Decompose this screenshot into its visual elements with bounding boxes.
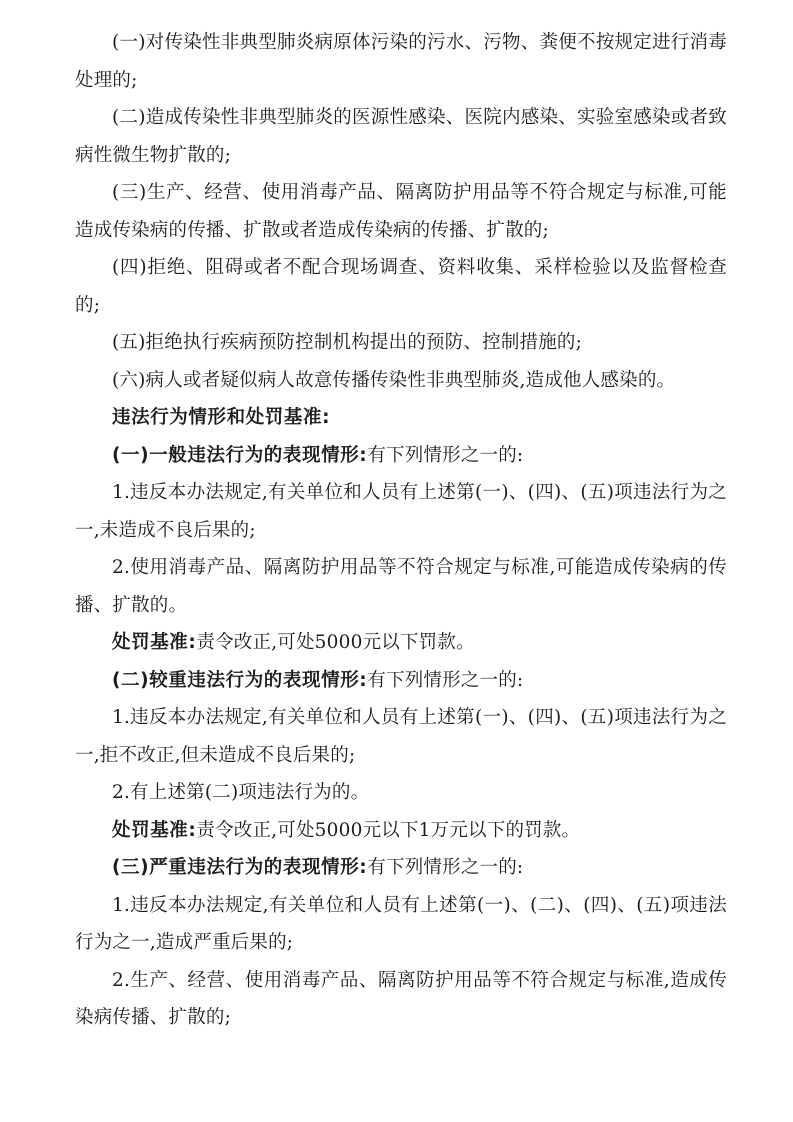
paragraph-text: 1.违反本办法规定,有关单位和人员有上述第(一)、(四)、(五)项违法行为之一,拒不改正,但未造成不良后果的; — [75, 707, 727, 766]
paragraph-text: (四)拒绝、阻碍或者不配合现场调查、资料收集、采样检验以及监督检查的; — [75, 257, 727, 316]
paragraph-text: (三)生产、经营、使用消毒产品、隔离防护用品等不符合规定与标准,可能造成传染病的传播、扩散或者造成传染病的传播、扩散的; — [75, 182, 727, 241]
paragraph-item-4 — [75, 249, 727, 324]
subheading-text: 有下列情形之一的: — [367, 444, 524, 466]
serious-penalty — [75, 812, 727, 850]
severe-item-1 — [75, 887, 727, 962]
penalty-label: 处罚基准: — [112, 632, 197, 653]
serious-item-2 — [75, 774, 727, 812]
paragraph-item-6 — [75, 362, 727, 400]
paragraph-item-5 — [75, 324, 727, 362]
subheading-bold: (三)严重违法行为的表现情形: — [112, 857, 368, 878]
subheading-bold: (二)较重违法行为的表现情形: — [112, 669, 368, 691]
general-penalty — [75, 624, 727, 662]
severe-item-2 — [75, 962, 727, 1037]
paragraph-text: (二)造成传染性非典型肺炎的医源性感染、医院内感染、实验室感染或者致病性微生物扩散的; — [75, 107, 727, 166]
paragraph-item-1 — [75, 24, 727, 99]
penalty-label: 处罚基准: — [112, 819, 197, 841]
paragraph-item-2 — [75, 99, 727, 174]
heading-text: 违法行为情形和处罚基准: — [112, 407, 331, 428]
paragraph-text: 2.有上述第(二)项违法行为的。 — [112, 782, 370, 803]
general-item-1 — [75, 474, 727, 549]
subheading-text: 有下列情形之一的: — [367, 857, 524, 878]
penalty-text: 责令改正,可处5000元以下1万元以下的罚款。 — [196, 819, 581, 841]
general-item-2 — [75, 549, 727, 624]
subheading-bold: (一)一般违法行为的表现情形: — [112, 444, 368, 466]
serious-item-1 — [75, 699, 727, 774]
paragraph-text: (六)病人或者疑似病人故意传播传染性非典型肺炎,造成他人感染的。 — [112, 369, 676, 391]
subheading-text: 有下列情形之一的: — [367, 669, 524, 691]
general-violation-heading — [75, 437, 727, 475]
severe-violation-heading — [75, 849, 727, 887]
paragraph-text: 1.违反本办法规定,有关单位和人员有上述第(一)、(二)、(四)、(五)项违法行为之一,造成严重后果的; — [75, 894, 727, 953]
paragraph-text: (一)对传染性非典型肺炎病原体污染的污水、污物、粪便不按规定进行消毒处理的; — [75, 32, 727, 91]
paragraph-text: 2.使用消毒产品、隔离防护用品等不符合规定与标准,可能造成传染病的传播、扩散的。 — [75, 557, 727, 616]
paragraph-text: 2.生产、经营、使用消毒产品、隔离防护用品等不符合规定与标准,造成传染病传播、扩散的; — [75, 969, 727, 1028]
paragraph-text: 1.违反本办法规定,有关单位和人员有上述第(一)、(四)、(五)项违法行为之一,未造成不良后果的; — [75, 482, 727, 541]
penalty-text: 责令改正,可处5000元以下罚款。 — [196, 632, 475, 653]
paragraph-text: (五)拒绝执行疾病预防控制机构提出的预防、控制措施的; — [112, 332, 583, 353]
paragraph-item-3 — [75, 174, 727, 249]
serious-violation-heading — [75, 662, 727, 700]
section-heading — [75, 399, 727, 437]
